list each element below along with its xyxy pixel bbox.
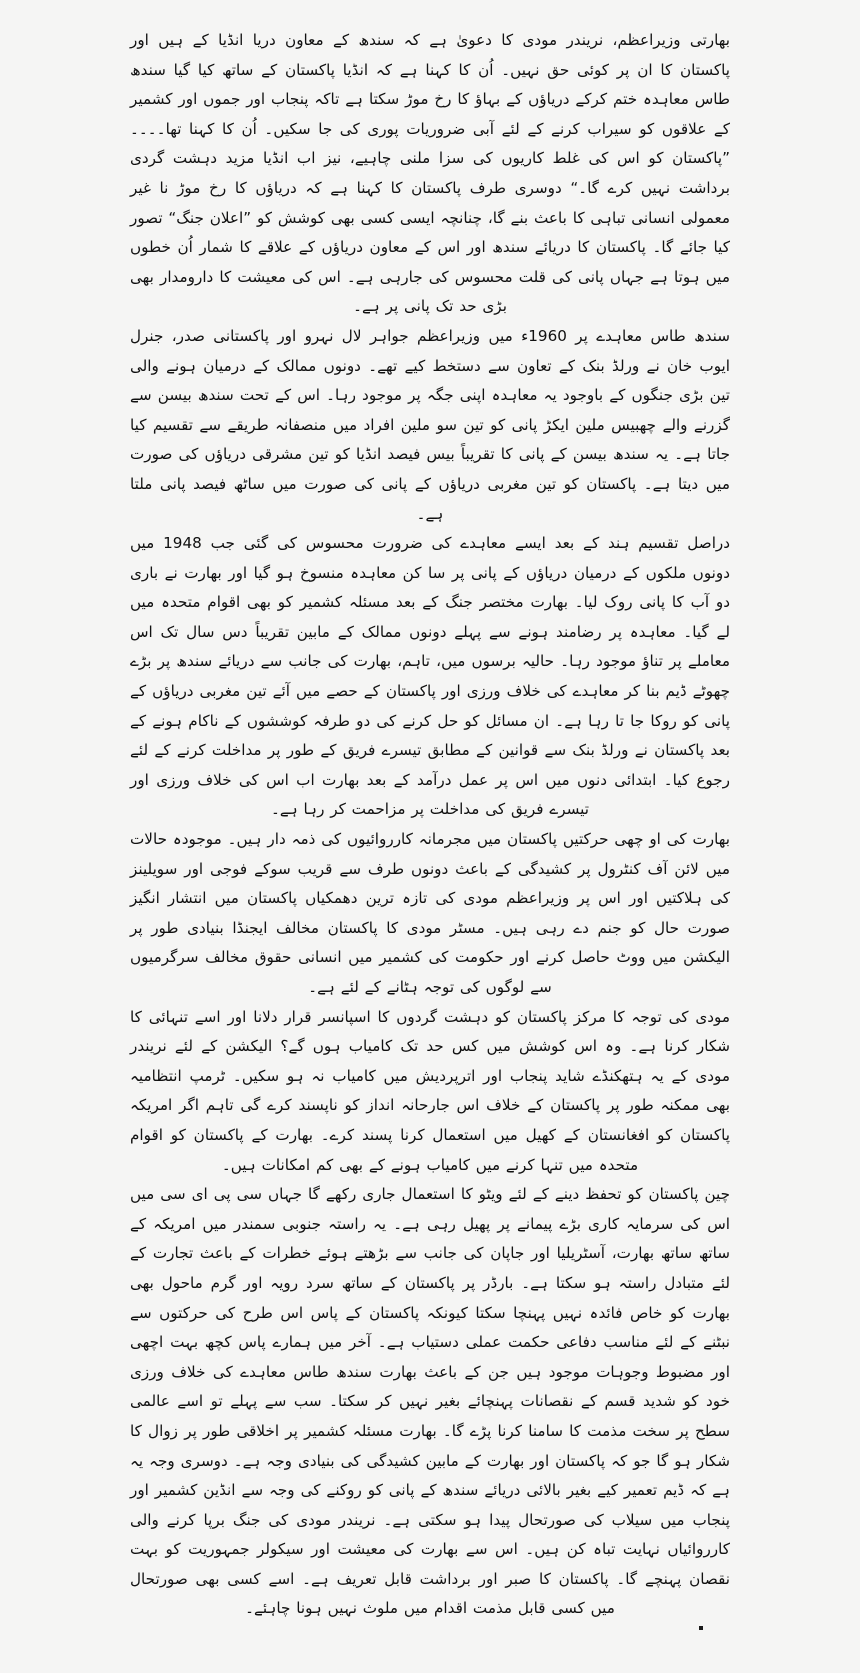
article-text-column (130, 26, 730, 1624)
paragraph-1: بھارتی وزیراعظم، نریندر مودی کا دعویٰ ہے کہ سندھ کے معاون دریا انڈیا کے ہیں اور پاکستان کا ان پر کوئی حق نہیں۔ اُن کا کہنا ہے کہ انڈیا پاکستان کے ساتھ کیا گیا سندھ طاس معاہدہ ختم کرکے دریاؤں کے بہاؤ کا رخ موڑ سکتا ہے تاکہ پنجاب اور جموں اور کشمیر کے علاقوں کو سیراب کرنے کے لئے آبی ضروریات پوری کی جا سکیں۔ اُن کا کہنا تھا۔۔۔۔ ”پاکستان کو اس کی غلط کاریوں کی سزا ملنی چاہیے، نیز اب انڈیا مزید دہشت گردی برداشت نہیں کرے گا۔“ دوسری طرف پاکستان کا کہنا ہے کہ دریاؤں کا رخ موڑ نا غیر معمولی انسانی تباہی کا باعث بنے گا، چنانچہ ایسی کسی بھی کوشش کو ”اعلان جنگ“ تصور کیا جائے گا۔ پاکستان کا دریائے سندھ اور اس کے معاون دریاؤں کے علاقے کا شمار اُن خطوں میں ہوتا ہے جہاں پانی کی قلت محسوس کی جارہی ہے۔ اس کی معیشت کا دارومدار بھی بڑی حد تک پانی پر ہے۔ (130, 31, 730, 316)
paragraph-3: دراصل تقسیم ہند کے بعد ایسے معاہدے کی ضرورت محسوس کی گئی جب 1948 میں دونوں ملکوں کے درمیان دریاؤں کے پانی پر سا کن معاہدہ منسوخ ہو گیا اور بھارت نے باری دو آب کا پانی روک لیا۔ بھارت مختصر جنگ کے بعد مسئلہ کشمیر کو بھی اقوام متحدہ میں لے گیا۔ معاہدہ پر رضامند ہونے سے پہلے دونوں ممالک کے مابین تقریباً دس سال تک اس معاملے پر تناؤ موجود رہا۔ حالیہ برسوں میں، تاہم، بھارت کی جانب سے دریائے سندھ پر بڑے چھوٹے ڈیم بنا کر معاہدے کی خلاف ورزی اور پاکستان کے حصے میں آئے تین مغربی دریاؤں کے پانی کو روکا جا تا رہا ہے۔ ان مسائل کو حل کرنے کی دو طرفہ کوششوں کے ناکام ہونے کے بعد پاکستان نے ورلڈ بنک سے قوانین کے مطابق تیسرے فریق کے طور پر مداخلت کرنے کے لئے رجوع کیا۔ ابتدائی دنوں میں اس پر عمل درآمد کے بعد بھارت اب اس کی خلاف ورزی اور تیسرے فریق کی مداخلت پر مزاحمت کر رہا ہے۔ (130, 534, 731, 819)
end-of-document-mark (699, 1626, 703, 1630)
paragraph-6: چین پاکستان کو تحفظ دینے کے لئے ویٹو کا استعمال جاری رکھے گا جہاں سی پی ای سی میں اس کی سرمایہ کاری بڑے پیمانے پر پھیل رہی ہے۔ یہ راستہ جنوبی سمندر میں امریکہ کے ساتھ ساتھ بھارت، آسٹریلیا اور جاپان کی جانب سے بڑھتے ہوئے خطرات کے باعث تجارت کے لئے متبادل راستہ ہو سکتا ہے۔ بارڈر پر پاکستان کے ساتھ سرد رویہ اور گرم ماحول بھی بھارت کو خاص فائدہ نہیں پہنچا سکتا کیونکہ پاکستان کے پاس اس طرح کی حرکتوں سے نبٹنے کے لئے مناسب دفاعی حکمت عملی دستیاب ہے۔ آخر میں ہمارے پاس کچھ بہت اچھی اور مضبوط وجوہات موجود ہیں جن کے باعث بھارت سندھ طاس معاہدے کی خلاف ورزی خود کو شدید قسم کے نقصانات پہنچائے بغیر نہیں کر سکتا۔ سب سے پہلے تو اسے عالمی سطح پر سخت مذمت کا سامنا کرنا پڑے گا۔ بھارت مسئلہ کشمیر پر اخلاقی طور پر زوال کا شکار ہو گا جو کہ پاکستان اور بھارت کے مابین کشیدگی کی بنیادی وجہ ہے۔ دوسری وجہ یہ ہے کہ ڈیم تعمیر کیے بغیر بالائی دریائے سندھ کے پانی کو روکنے کی وجہ سے انڈین کشمیر اور پنجاب میں سیلاب کی صورتحال پیدا ہو سکتی ہے۔ نریندر مودی کی جنگ برپا کرنے والی کارروائیاں نہایت تباہ کن ہیں۔ اس سے بھارت کی معیشت اور سیکولر جمہوریت کو بہت نقصان پہنچے گا۔ پاکستان کا صبر اور برداشت قابل تعریف ہے۔ اسے کسی بھی صورتحال میں کسی قابل مذمت اقدام میں ملوث نہیں ہونا چاہئے۔ (130, 1185, 730, 1618)
paragraph-2: سندھ طاس معاہدے پر 1960ء میں وزیراعظم جواہر لال نہرو اور پاکستانی صدر، جنرل ایوب خان نے ورلڈ بنک کے تعاون سے دستخط کیے تھے۔ دونوں ممالک کے درمیان ہونے والی تین بڑی جنگوں کے باوجود یہ معاہدہ اپنی جگہ پر موجود رہا۔ اس کے تحت سندھ بیسن سے گزرنے والے چھبیس ملین ایکڑ پانی کو تین سو ملین افراد میں منصفانہ طریقے سے تقسیم کیا جاتا ہے۔ یہ سندھ بیسن کے پانی کا تقریباً بیس فیصد انڈیا کو تین مشرقی دریاؤں کی صورت میں دیتا ہے۔ پاکستان کو تین مغربی دریاؤں کے پانی کی صورت میں ساٹھ فیصد پانی ملتا ہے۔ (130, 326, 731, 523)
paragraph-4: بھارت کی او چھی حرکتیں پاکستان میں مجرمانہ کارروائیوں کی ذمہ دار ہیں۔ موجودہ حالات میں لائن آف کنٹرول پر کشیدگی کے باعث دونوں طرف سے قریب سوکے فوجی اور سویلینز کی ہلاکتیں اور اس پر وزیراعظم مودی کی تازہ ترین دھمکیاں پاکستان میں انتشار انگیز صورت حال کو جنم دے رہی ہیں۔ مسٹر مودی کا پاکستان مخالف ایجنڈا بنیادی طور پر الیکشن میں ووٹ حاصل کرنے اور حکومت کی کشمیر میں انسانی حقوق مخالف سرگرمیوں سے لوگوں کی توجہ ہٹانے کے لئے ہے۔ (130, 830, 730, 996)
paragraph-5: مودی کی توجہ کا مرکز پاکستان کو دہشت گردوں کا اسپانسر قرار دلانا اور اسے تنہائی کا شکار کرنا ہے۔ وہ اس کوشش میں کس حد تک کامیاب ہوں گے؟ الیکشن کے لئے نریندر مودی کے یہ ہتھکنڈے شاید پنجاب اور اترپردیش میں کامیاب نہ ہو سکیں۔ ٹرمپ انتظامیہ بھی ممکنہ طور پر پاکستان کے خلاف اس جارحانہ انداز کو ناپسند کرے گی تاہم اگر امریکہ پاکستان کو افغانستان کے کھیل میں استعمال کرنا پسند کرے۔ بھارت کے پاکستان کو اقوام متحدہ میں تنہا کرنے میں کامیاب ہونے کے بھی کم امکانات ہیں۔ (130, 1007, 730, 1174)
